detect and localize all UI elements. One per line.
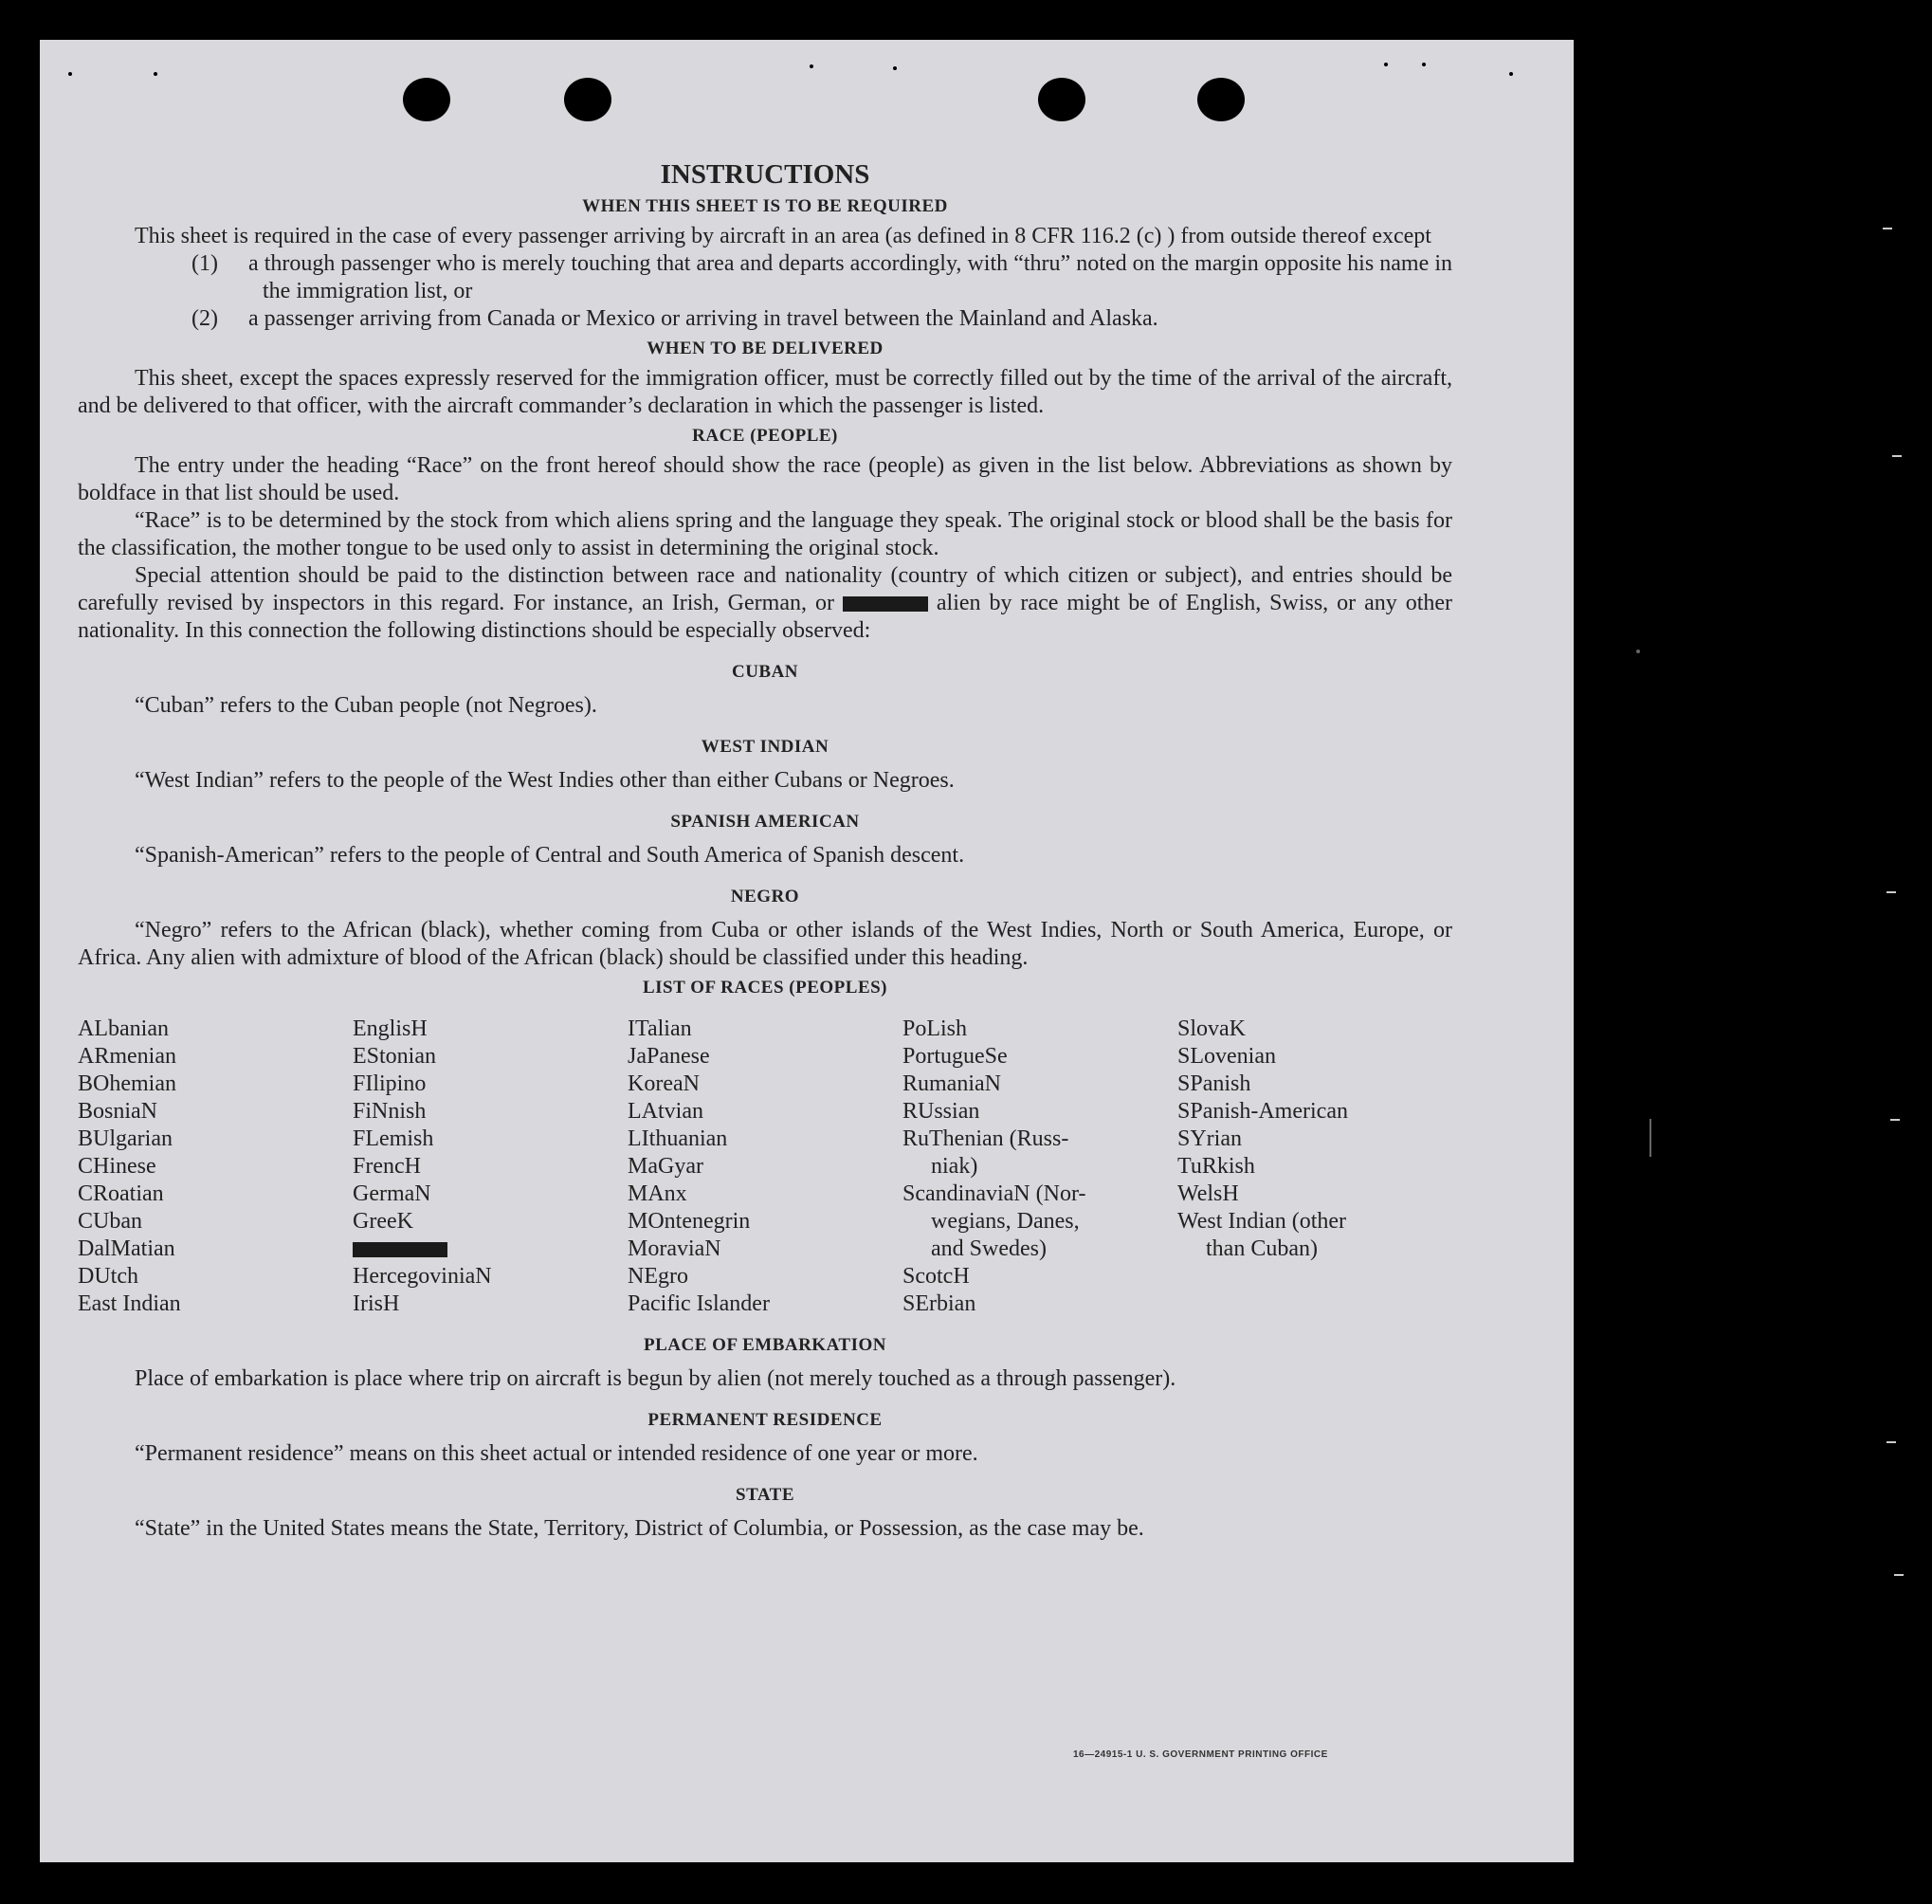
- heading-west-indian: WEST INDIAN: [701, 737, 829, 757]
- race-entry: and Swedes): [931, 1236, 1047, 1261]
- race-entry: MAnx: [628, 1181, 687, 1206]
- race-paragraph-3: Special attention should be paid to the distinction between race and nationality (country of which citizen or subject), and entries should be carefully revised by inspectors in this regard. For instance, an Irish, German, or alien by race might be of English, Swiss, or any other nationality. In this connection the following distinctions should be especially observed:: [78, 563, 1453, 643]
- heading-when-required: WHEN THIS SHEET IS TO BE REQUIRED: [582, 196, 948, 216]
- heading-embarkation: PLACE OF EMBARKATION: [644, 1335, 886, 1355]
- race-entry: GreeK: [353, 1209, 413, 1234]
- race-entry: ScotcH: [902, 1264, 970, 1289]
- when-required-intro: This sheet is required in the case of every passenger arriving by aircraft in an area (as defined in 8 CFR 116.2 (c) ) from outside thereof except: [135, 224, 1431, 248]
- scan-mark: [1886, 1441, 1896, 1443]
- printing-office-code: 16—24915-1 U. S. GOVERNMENT PRINTING OFFICE: [1073, 1749, 1328, 1760]
- heading-spanish-american: SPANISH AMERICAN: [670, 812, 860, 832]
- race-entry: Pacific Islander: [628, 1291, 770, 1316]
- race-entry: BOhemian: [78, 1071, 176, 1096]
- race-entry: RuThenian (Russ-: [902, 1126, 1069, 1151]
- state-text: “State” in the United States means the State, Territory, District of Columbia, or Possession, as the case may be.: [135, 1516, 1144, 1541]
- scan-mark: [1892, 455, 1902, 457]
- punch-hole: [564, 78, 611, 121]
- race-entry: MOntenegrin: [628, 1209, 751, 1234]
- negro-text: “Negro” refers to the African (black), whether coming from Cuba or other islands of the West Indies, North or South America, Europe, or Africa. Any alien with admixture of blood of the African (black) should be classified under this heading.: [78, 918, 1452, 970]
- speck: [1509, 72, 1513, 76]
- race-entry: DUtch: [78, 1264, 138, 1289]
- race-entry: FrencH: [353, 1154, 421, 1179]
- race-entry: West Indian (other: [1177, 1209, 1347, 1234]
- when-delivered-text: This sheet, except the spaces expressly reserved for the immigration officer, must be correctly filled out by the time of the arrival of the aircraft, and be delivered to that officer, with the aircraft commander’s declaration in which the passenger is listed.: [78, 366, 1452, 418]
- race-entry: MaGyar: [628, 1154, 703, 1179]
- speck: [893, 66, 897, 70]
- race-entry: FIlipino: [353, 1071, 427, 1096]
- race-entry: SPanish: [1177, 1071, 1251, 1096]
- embarkation-text: Place of embarkation is place where trip on aircraft is begun by alien (not merely touched as a through passenger).: [135, 1366, 1176, 1391]
- race-entry: East Indian: [78, 1291, 181, 1316]
- scan-mark: [1886, 891, 1896, 893]
- race-entry: FiNnish: [353, 1099, 427, 1124]
- cuban-text: “Cuban” refers to the Cuban people (not Negroes).: [135, 693, 597, 718]
- race-column: [628, 1016, 902, 1318]
- race-entry: SPanish-American: [1177, 1099, 1348, 1124]
- race-entry: niak): [931, 1154, 978, 1179]
- race-entry: wegians, Danes,: [931, 1209, 1080, 1234]
- race-entry: CRoatian: [78, 1181, 164, 1206]
- race-entry-redacted: [353, 1236, 628, 1263]
- race-entry: KoreaN: [628, 1071, 700, 1096]
- scan-mark: [1894, 1574, 1904, 1576]
- race-entry: LIthuanian: [628, 1126, 728, 1151]
- race-entry: FLemish: [353, 1126, 434, 1151]
- race-column: [902, 1016, 1177, 1318]
- race-entry: GermaN: [353, 1181, 431, 1206]
- scan-mark: [1636, 650, 1640, 653]
- punch-hole: [403, 78, 450, 121]
- speck: [1422, 63, 1426, 66]
- speck: [810, 64, 813, 68]
- race-entry: IrisH: [353, 1291, 400, 1316]
- race-entry: SlovaK: [1177, 1016, 1246, 1041]
- speck: [68, 72, 72, 76]
- race-entry: SErbian: [902, 1291, 976, 1316]
- race-column: [353, 1016, 628, 1318]
- permanent-residence-text: “Permanent residence” means on this sheet actual or intended residence of one year or more.: [135, 1441, 978, 1466]
- heading-permanent-residence: PERMANENT RESIDENCE: [647, 1410, 883, 1430]
- race-entry: MoraviaN: [628, 1236, 721, 1261]
- race-entry: ScandinaviaN (Nor-: [902, 1181, 1086, 1206]
- race-entry: SLovenian: [1177, 1044, 1276, 1069]
- west-indian-text: “West Indian” refers to the people of the West Indies other than either Cubans or Negroes.: [135, 768, 955, 793]
- redacted-word: [843, 596, 928, 612]
- race-entry: JaPanese: [628, 1044, 710, 1069]
- race-list: [78, 1016, 1452, 1318]
- race-entry: BUlgarian: [78, 1126, 173, 1151]
- scan-mark: [1883, 228, 1892, 229]
- scan-mark: [1890, 1119, 1900, 1121]
- race-entry: RUssian: [902, 1099, 980, 1124]
- race-column: [78, 1016, 353, 1318]
- race-entry: RumaniaN: [902, 1071, 1001, 1096]
- race-entry: WelsH: [1177, 1181, 1239, 1206]
- exception-item: (2) a passenger arriving from Canada or Mexico or arriving in travel between the Mainland and Alaska.: [191, 306, 1158, 331]
- race-entry: than Cuban): [1206, 1236, 1318, 1261]
- race-entry: CHinese: [78, 1154, 156, 1179]
- document-page: [40, 40, 1574, 1862]
- page-title: INSTRUCTIONS: [660, 159, 870, 190]
- race-entry: BosniaN: [78, 1099, 157, 1124]
- instructions-content: [78, 159, 1452, 1543]
- speck: [154, 72, 157, 76]
- race-entry: ALbanian: [78, 1016, 169, 1041]
- race-entry: CUban: [78, 1209, 142, 1234]
- heading-race: RACE (PEOPLE): [692, 426, 838, 446]
- heading-negro: NEGRO: [730, 887, 800, 906]
- exception-item: (1) a through passenger who is merely touching that area and departs accordingly, with “thru” noted on the margin opposite his name in the immigration list, or: [191, 251, 1452, 303]
- race-entry: HercegoviniaN: [353, 1264, 492, 1289]
- race-entry: ITalian: [628, 1016, 692, 1041]
- race-entry: EStonian: [353, 1044, 436, 1069]
- spanish-american-text: “Spanish-American” refers to the people of Central and South America of Spanish descent.: [135, 843, 965, 868]
- race-entry: TuRkish: [1177, 1154, 1255, 1179]
- race-entry: PortugueSe: [902, 1044, 1008, 1069]
- race-entry: ARmenian: [78, 1044, 176, 1069]
- race-paragraph-2: “Race” is to be determined by the stock from which aliens spring and the language they speak. The original stock or blood shall be the basis for the classification, the mother tongue to be used only to assist in determining the original stock.: [78, 508, 1452, 560]
- race-entry: NEgro: [628, 1264, 688, 1289]
- race-entry: DalMatian: [78, 1236, 175, 1261]
- punch-hole: [1038, 78, 1085, 121]
- heading-list-of-races: LIST OF RACES (PEOPLES): [642, 978, 888, 998]
- race-entry: EnglisH: [353, 1016, 428, 1041]
- scan-mark: [1649, 1119, 1651, 1157]
- speck: [1384, 63, 1388, 66]
- race-column: [1177, 1016, 1452, 1318]
- heading-state: STATE: [736, 1485, 794, 1505]
- race-entry: LAtvian: [628, 1099, 703, 1124]
- punch-hole: [1197, 78, 1245, 121]
- race-paragraph-1: The entry under the heading “Race” on the front hereof should show the race (people) as given in the list below. Abbreviations as shown by boldface in that list should be used.: [78, 453, 1452, 505]
- race-entry: SYrian: [1177, 1126, 1242, 1151]
- heading-when-delivered: WHEN TO BE DELIVERED: [647, 339, 884, 358]
- heading-cuban: CUBAN: [731, 662, 799, 682]
- race-entry: PoLish: [902, 1016, 968, 1041]
